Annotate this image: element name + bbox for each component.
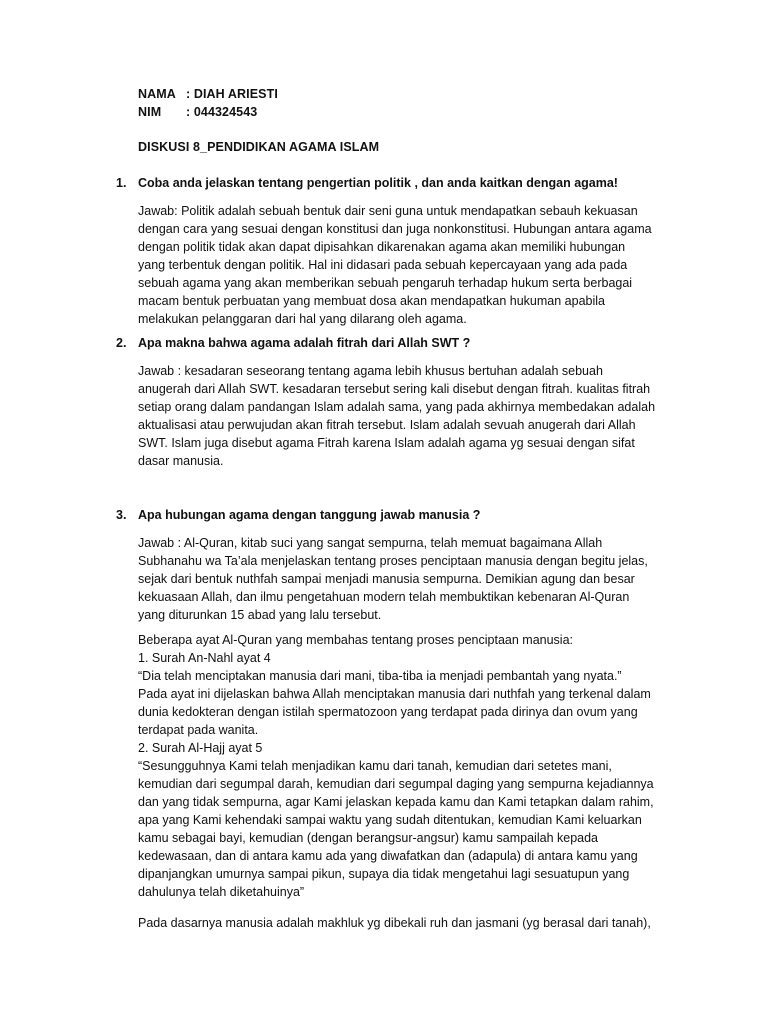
verse-line: kamu sebagai bayi, kemudian (dengan berangsur-angsur) kamu sampailah kepada bbox=[138, 831, 598, 845]
verse-line: dipanjangkan umurnya sampai pikun, supaya dia tidak mengetahui lagi sesuatupun yang bbox=[138, 867, 630, 881]
verse-line: “Dia telah menciptakan manusia dari mani, tiba-tiba ia menjadi pembantah yang nyata.” bbox=[138, 669, 622, 683]
answer-line: yang diturunkan 15 abad yang lalu tersebut. bbox=[138, 608, 382, 622]
nim-value: : 044324543 bbox=[186, 105, 258, 119]
question-3 bbox=[116, 508, 676, 522]
verse-line: apa yang Kami kehendaki sampai waktu yang sudah ditentukan, kemudian Kami keluarkan bbox=[138, 813, 642, 827]
answer-line: melakukan pelanggaran dari hal yang dilarang oleh agama. bbox=[138, 312, 467, 326]
nim-label: NIM bbox=[138, 105, 162, 119]
verse-line: dahulunya telah diketahuinya” bbox=[138, 885, 305, 899]
answer-line: anugerah dari Allah SWT. kesadaran tersebut sering kali disebut dengan fitrah. kualitas fitrah bbox=[138, 382, 651, 396]
verse-line: terdapat pada wanita. bbox=[138, 723, 259, 737]
verse-line: 1. Surah An-Nahl ayat 4 bbox=[138, 651, 271, 665]
question-text: Apa makna bahwa agama adalah fitrah dari Allah SWT ? bbox=[138, 336, 471, 350]
answer-line: sejak dari bentuk nuthfah sampai menjadi manusia sempurna. Demikian agung dan besar bbox=[138, 572, 635, 586]
verse-line: kedewasaan, dan di antara kamu ada yang diwafatkan dan (adapula) di antara kamu yang bbox=[138, 849, 638, 863]
answer-line: Subhanahu wa Ta’ala menjelaskan tentang proses penciptaan manusia dengan begitu jelas, bbox=[138, 554, 648, 568]
answer-line: Jawab : Al-Quran, kitab suci yang sangat sempurna, telah memuat bagaimana Allah bbox=[138, 536, 603, 550]
verse-line: kemudian dari segumpal darah, kemudian dari segumpal daging yang sempurna kejadiannya bbox=[138, 777, 654, 791]
name-value: : DIAH ARIESTI bbox=[186, 87, 278, 101]
verse-line: dunia kedokteran dengan istilah spermatozoon yang terdapat pada dirinya dan ovum yang bbox=[138, 705, 638, 719]
answer-line: kekuasaan Allah, dan ilmu pengetahuan modern telah membuktikan kebenaran Al-Quran bbox=[138, 590, 630, 604]
question-number: 2. bbox=[116, 336, 127, 350]
answer-line: Jawab : kesadaran seseorang tentang agama lebih khusus bertuhan adalah sebuah bbox=[138, 364, 603, 378]
answer-line: sebuah agama yang akan memberikan sebuah pengaruh terhadap hukum serta berbagai bbox=[138, 276, 633, 290]
question-2 bbox=[116, 336, 676, 350]
question-1 bbox=[116, 176, 676, 190]
answer-line: yang terbentuk dengan politik. Hal ini didasari pada sebuah kepercayaan yang ada pada bbox=[138, 258, 628, 272]
verse-line: 2. Surah Al-Hajj ayat 5 bbox=[138, 741, 263, 755]
answer-1 bbox=[138, 202, 698, 328]
question-text: Coba anda jelaskan tentang pengertian politik , dan anda kaitkan dengan agama! bbox=[138, 176, 618, 190]
answer-line: SWT. Islam juga disebut agama Fitrah karena Islam adalah agama yg sesuai dengan sifat bbox=[138, 436, 635, 450]
answer-line: macam bentuk perbuatan yang membuat dosa akan mendapatkan hukuman apabila bbox=[138, 294, 605, 308]
answer-line: dengan politik tidak akan dapat dipisahkan dikarenakan agama akan memiliki hubungan bbox=[138, 240, 626, 254]
document-title: DISKUSI 8_PENDIDIKAN AGAMA ISLAM bbox=[138, 140, 380, 154]
answer-line: setiap orang dalam pandangan Islam adalah sama, yang pada akhirnya membedakan adalah bbox=[138, 400, 656, 414]
verse-line: Beberapa ayat Al-Quran yang membahas tentang proses penciptaan manusia: bbox=[138, 633, 573, 647]
question-number: 1. bbox=[116, 176, 127, 190]
verse-line: Pada ayat ini dijelaskan bahwa Allah menciptakan manusia dari nuthfah yang terkenal dalam bbox=[138, 687, 651, 701]
answer-line: dasar manusia. bbox=[138, 454, 224, 468]
question-number: 3. bbox=[116, 508, 127, 522]
verse-line: dan yang tidak sempurna, agar Kami jelaskan kepada kamu dan Kami tetapkan dalam rahim, bbox=[138, 795, 654, 809]
answer-2 bbox=[138, 362, 698, 470]
verses-section bbox=[138, 631, 698, 901]
closing-paragraph bbox=[138, 914, 698, 932]
nim-line bbox=[138, 105, 257, 119]
answer-3 bbox=[138, 534, 698, 624]
question-text: Apa hubungan agama dengan tanggung jawab manusia ? bbox=[138, 508, 481, 522]
answer-line: Jawab: Politik adalah sebuah bentuk dair seni guna untuk mendapatkan sebauh kekuasan bbox=[138, 204, 638, 218]
answer-line: aktualisasi atau perwujudan akan fitrah tersebut. Islam adalah sevuah anugerah dari Allah bbox=[138, 418, 636, 432]
verse-line: “Sesungguhnya Kami telah menjadikan kamu dari tanah, kemudian dari setetes mani, bbox=[138, 759, 612, 773]
closing-line: Pada dasarnya manusia adalah makhluk yg dibekali ruh dan jasmani (yg berasal dari tanah), bbox=[138, 916, 651, 930]
answer-line: dengan cara yang sesuai dengan konstitusi dan juga nonkonstitusi. Hubungan antara agama bbox=[138, 222, 652, 236]
name-label: NAMA bbox=[138, 87, 176, 101]
name-line bbox=[138, 87, 278, 101]
